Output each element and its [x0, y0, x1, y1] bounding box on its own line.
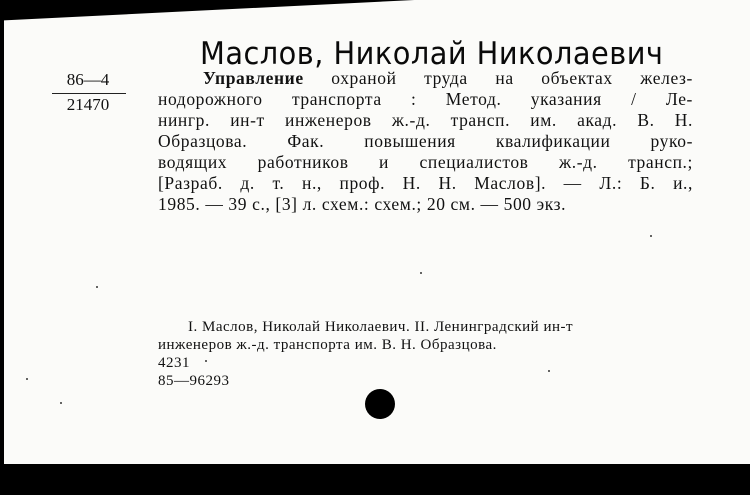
description-line-6: [Разраб. д. т. н., проф. Н. Н. Маслов]. — Л.: Б. и., [158, 173, 693, 193]
handwritten-author-heading: Маслов, Николай Николаевич [200, 36, 664, 72]
tracing-line-4: 85—96293 [158, 373, 230, 389]
tracing-line-3: 4231 [158, 355, 190, 371]
card-punch-hole [365, 389, 395, 419]
description-line-2: нодорожного транспорта : Метод. указания / Ле- [158, 89, 693, 109]
call-number-top: 86—4 [66, 70, 110, 89]
description-line-1 [158, 68, 693, 89]
dust-speck [205, 360, 207, 362]
dust-speck [60, 402, 62, 404]
description-line-1-rest: охраной труда на объектах желез- [331, 68, 693, 88]
dust-speck [650, 235, 652, 237]
dust-speck [26, 378, 28, 380]
description-line-4: Образцова. Фак. повышения квалификации руко- [158, 131, 693, 151]
tracing-line-2: инженеров ж.-д. транспорта им. В. Н. Образцова. [158, 337, 497, 353]
dust-speck [548, 370, 550, 372]
tracings [158, 318, 693, 390]
call-number-bottom: 21470 [66, 95, 110, 114]
dust-speck [96, 286, 98, 288]
tracing-line-1: I. Маслов, Николай Николаевич. II. Ленинградский ин-т [188, 319, 574, 335]
bibliographic-description [158, 68, 693, 215]
description-line-5: водящих работников и специалистов ж.-д. трансп.; [158, 152, 693, 172]
title-first-word: Управление [203, 68, 304, 88]
dust-speck [420, 272, 422, 274]
description-line-7: 1985. — 39 с., [3] л. схем.: схем.; 20 см. — 500 экз. [158, 194, 567, 214]
description-line-3: нингр. ин-т инженеров ж.-д. трансп. им. акад. В. Н. [158, 110, 693, 130]
call-number-divider [52, 93, 126, 94]
